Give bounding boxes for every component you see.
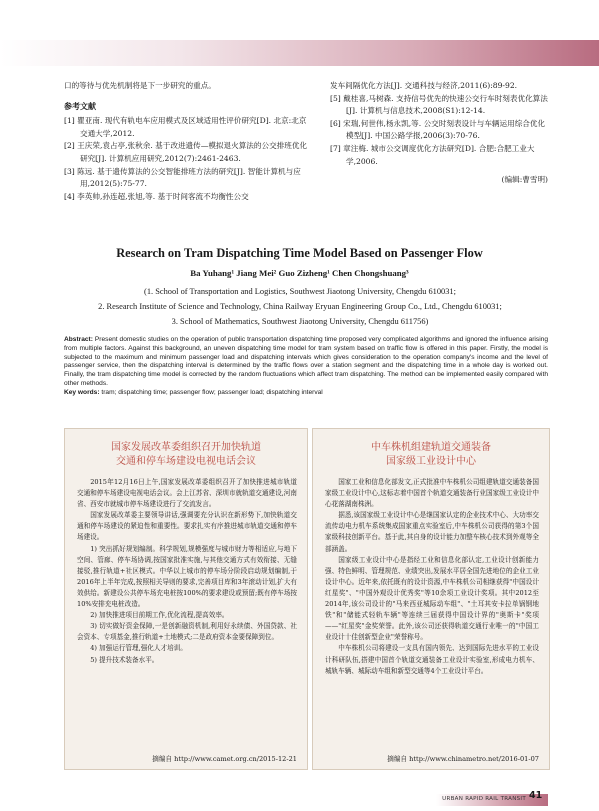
news-title: 中车株机组建轨道交通装备 国家级工业设计中心 (371, 442, 491, 467)
intro-text: 口的等待与优先机制将是下一步研究的重点。 (64, 81, 216, 90)
reference-item: [5] 戴桂喜,马树森. 支持信号优先的快速公交行车时刻表优化算法[J]. 计算机与信息技术,2008(S1):12-14. (330, 93, 548, 116)
right-column (330, 80, 548, 187)
news-box-right (312, 428, 550, 770)
news-paragraph: 1) 突出抓好规划编制。科学规划,规模强度与城市财力等相适应,与地下空间、管廊、停车场协调,按国家批准实施,与其他交通方式有效衔接、无缝接驳,推行轨道+社区模式。中华以上城市的停车场分阶段启动规划编制,于2016年上半年完成,按照相关导则的要求,完善项目库和3年滚动计划,扩大有效供给。新建设公共停车场充电桩按100%的要求建设或预留;既有停车场按10%安排充电桩改造。 (77, 544, 297, 609)
news-paragraph: 2) 加快推进项目前期工作,优化流程,提高效率。 (90, 611, 229, 620)
references-heading: 参考文献 (64, 101, 96, 111)
header-color-band (0, 40, 599, 66)
keywords-label: Key words: (64, 388, 100, 396)
news-body (65, 469, 307, 666)
news-source: 摘编自 http://www.chinametro.net/2016-01-07 (387, 755, 539, 763)
reference-item: [3] 陈远. 基于遗传算法的公交智能排班方法的研究[J]. 智能计算机与应用,2012(5):75-77. (64, 166, 301, 189)
news-title: 国家发展改革委组织召开加快轨道 交通和停车场建设电视电话会议 (111, 442, 261, 467)
journal-name: URBAN RAPID RAIL TRANSIT (442, 796, 526, 802)
news-source: 摘编自 http://www.camet.org.cn/2015-12-21 (152, 755, 297, 763)
affiliation: (1. School of Transportation and Logistics, Southwest Jiaotong University, Chengdu 610031; (144, 287, 456, 296)
news-paragraph: 4) 加强运行管理,强化人才培训。 (90, 644, 187, 653)
editor-note: (编辑:曹雪明) (501, 175, 548, 185)
reference-item: [4] 李英帅,孙连超,张旭,等. 基于时间客流不均衡性公交 (64, 191, 249, 201)
news-paragraph: 5) 提升技术装备水平。 (90, 655, 159, 664)
left-column (64, 80, 314, 203)
keywords-text: tram; dispatching time; passenger flow; passenger load; dispatching interval (101, 388, 323, 396)
news-paragraph: 国家发展改革委主要领导讲话,强调要充分认识在新形势下,加快轨道交通和停车场建设的紧迫性和重要性。要求扎实有序推进城市轨道交通和停车场建设。 (77, 511, 297, 542)
reference-item: [7] 章注梅. 城市公交调度优化方法研究[D]. 合肥:合肥工业大学,2006. (330, 143, 535, 166)
affiliation: 2. Research Institute of Science and Technology, China Railway Eryuan Engineering Group Co., Ltd., Chengdu 610031; (98, 302, 502, 311)
abstract-block (64, 336, 548, 398)
news-paragraph: 据悉,该国家级工业设计中心是继国家认定的企业技术中心、大功率交流传动电力机车系统集成国家重点实验室后,中车株机公司获得的第3个国家级科技创新平台。基于此,其自身的设计能力加整车核心技术到外观等全部涵盖。 (325, 511, 539, 553)
news-paragraph: 中车株机公司将建设一支具有国内领先、达到国际先进水平的工业设计科研队伍,搭建中国首个轨道交通装备工业设计实验室,形成电力机车、城轨车辆、城际动车组和新型交通等4个工业设计平台。 (325, 644, 539, 675)
news-paragraph: 3) 切实做好资金保障,一是创新融资机制,利用好永续债、外国贷款、社会资本、专项基金,推行轨道+土地模式;二是政府资本金要保障到位。 (77, 622, 297, 642)
author-list: Ba Yuhang¹ Jiang Mei² Guo Zizheng¹ Chen Chongshuang³ (190, 268, 409, 278)
news-box-left (64, 428, 308, 770)
page-number: 41 (529, 790, 543, 801)
reference-item: [2] 王庆荣,袁占亭,张秋余. 基于改进遗传—模拟退火算法的公交排班优化研究[J]. 计算机应用研究,2012(7):2461-2463. (64, 141, 308, 163)
abstract-label: Abstract: (64, 336, 93, 343)
reference-item: 发车间隔优化方法[J]. 交通科技与经济,2011(6):89-92. (330, 81, 518, 90)
news-paragraph: 国家级工业设计中心是指经工业和信息化部认定,工业设计创新能力强、特色鲜明、管理规范、业绩突出,发展水平居全国先进地位的企业工业设计中心。近年来,依托既有的设计资源,中车株机公司相继获得"中国设计红星奖"、"中国外观设计优秀奖"等10余项工业设计奖项。其中2012至2014年,该公司设计的"马来西亚城际动车组"、"土耳其安卡拉单锅钢地铁"和"储能式轻轨车辆"等连续三届获得中国设计界的"奥斯卡"奖项——"红星奖"金奖荣誉。此外,该公司还获得轨道交通行业唯一的"中国工业设计十佳创新型企业"荣誉称号。 (325, 555, 539, 642)
news-paragraph: 2015年12月16日上午,国家发展改革委组织召开了加快推进城市轨道交通和停车场建设电视电话会议。会上江苏省、深圳市就轨道交通建设,河南省、西安市就城市停车场建设进行了交流发言。 (77, 478, 297, 509)
news-body (313, 469, 549, 677)
affiliation: 3. School of Mathematics, Southwest Jiaotong University, Chengdu 611756) (171, 317, 429, 326)
news-paragraph: 国家工业和信息化部发文,正式批准中车株机公司组建轨道交通装备国家级工业设计中心,这标志着中国首个轨道交通装备行业国家级工业设计中心花落湖南株洲。 (325, 478, 539, 509)
english-title: Research on Tram Dispatching Time Model Based on Passenger Flow (116, 246, 483, 260)
reference-item: [6] 宋瑞,何世伟,杨永凯,等. 公交时刻表设计与车辆运用综合优化模型[J]. 中国公路学报,2006(3):70-76. (330, 118, 546, 141)
reference-item: [1] 瞿亚南. 现代有轨电车应用模式及区域适用性评价研究[D]. 北京:北京交通大学,2012. (64, 116, 307, 138)
abstract-text: Present domestic studies on the operation of public transportation dispatching time proposed very complicated algorithms and ignored the influence arising from multiple factors. Against this background, an uneven dispatching time model for tram system based on traffic flow is offered in this paper. Firstly, the model is subjected to the maximum and minimum passenger load and dispatching intervals which gives consideration to the operation company's income and the level of passenger service, then the dispatching interval is determined by the traffic flows over a station segment and the dispatching time in a whole day is worked out. Finally, the tram dispatching time model is corrected by the random fluctuations which affect tram dispatching. The method can be implemented easily compared with other methods. (64, 336, 548, 387)
